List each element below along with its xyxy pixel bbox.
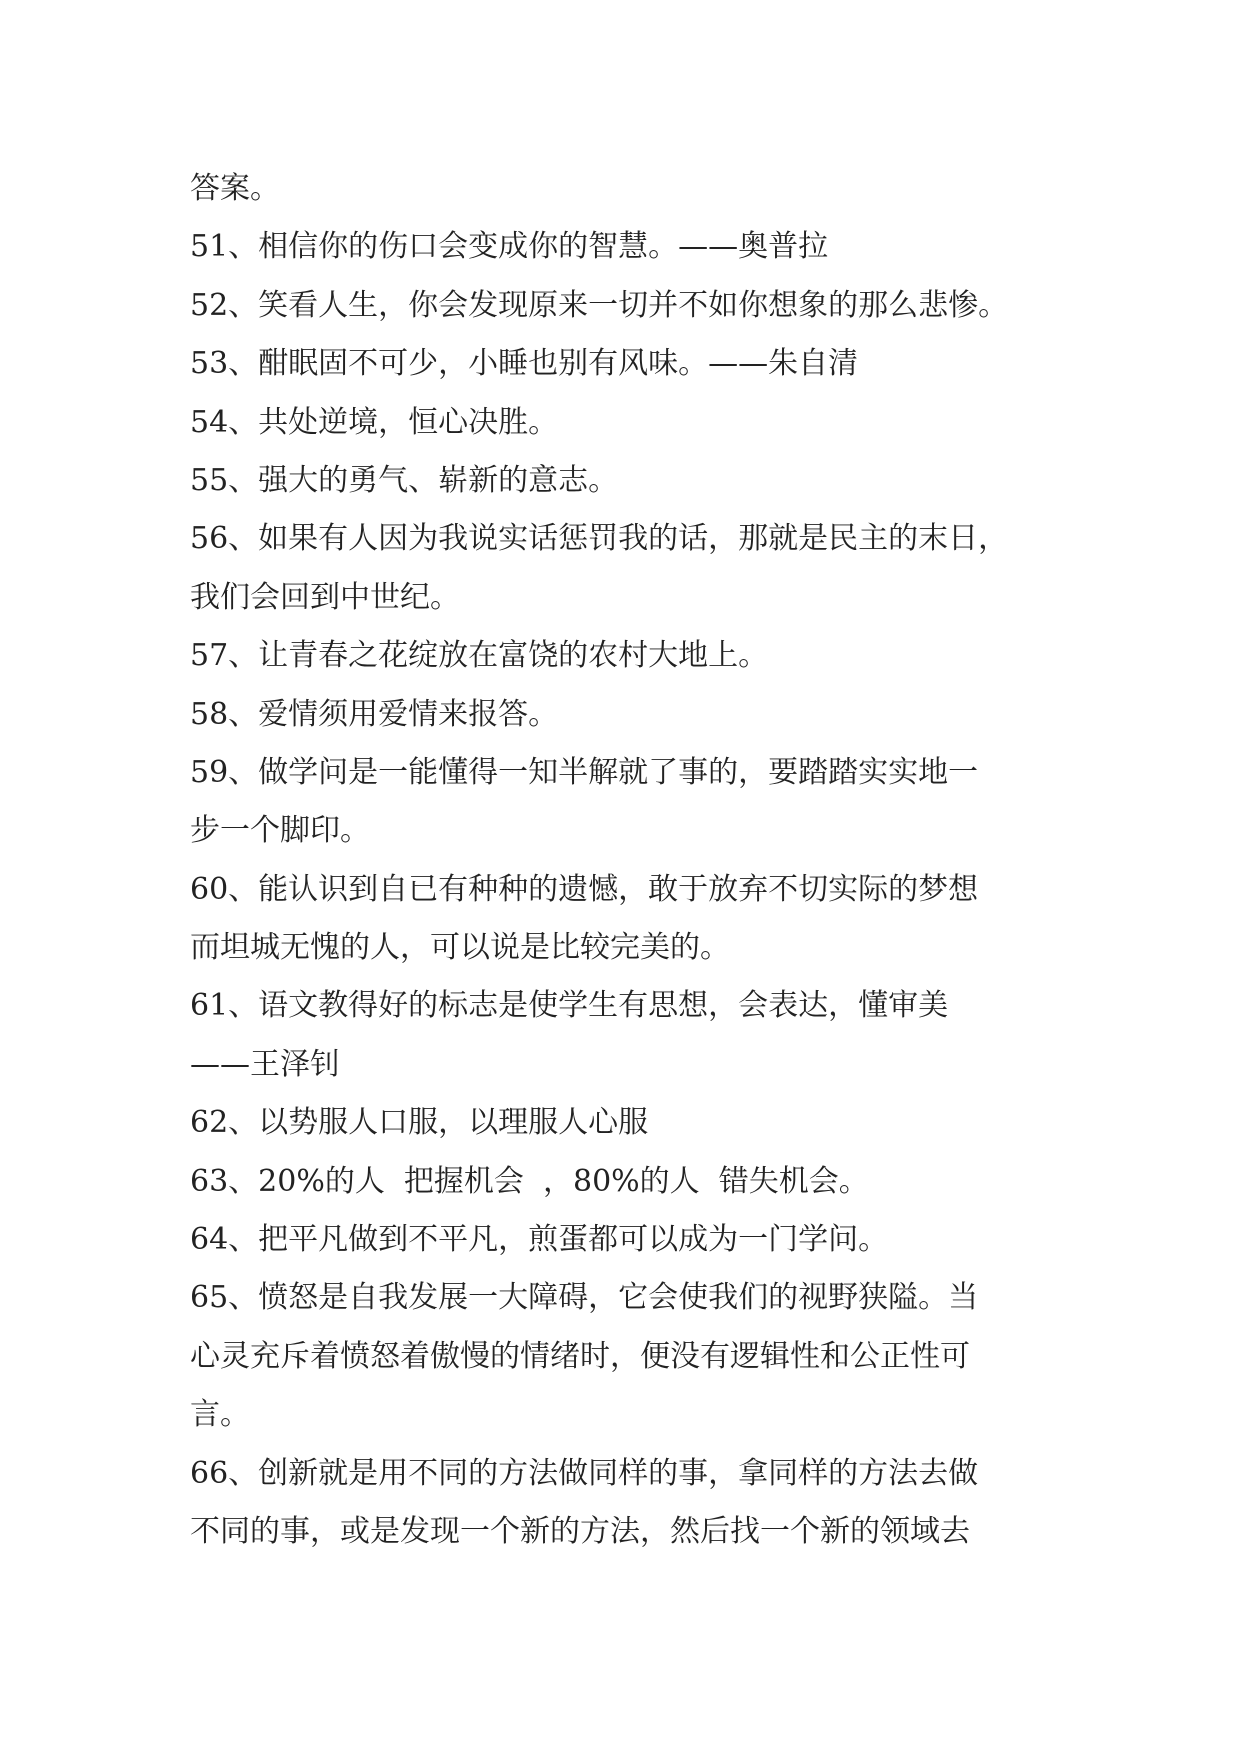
text-line: 言。 <box>190 1397 250 1433</box>
text-line: 52、笑看人生，你会发现原来一切并不如你想象的那么悲惨。 <box>190 287 1009 323</box>
text-line: 55、强大的勇气、崭新的意志。 <box>190 462 619 498</box>
text-line: 60、能认识到自已有种种的遗憾，敢于放弃不切实际的梦想 <box>190 871 979 907</box>
text-line: 59、做学问是一能懂得一知半解就了事的，要踏踏实实地一 <box>190 754 979 790</box>
text-line: 64、把平凡做到不平凡，煎蛋都可以成为一门学问。 <box>190 1222 889 1258</box>
text-line: 心灵充斥着愤怒着傲慢的情绪时，便没有逻辑性和公正性可 <box>190 1338 970 1374</box>
text-line: 51、相信你的伤口会变成你的智慧。——奥普拉 <box>190 229 829 265</box>
text-line: 而坦城无愧的人，可以说是比较完美的。 <box>190 930 730 966</box>
text-line: 58、爱情须用爱情来报答。 <box>190 696 559 732</box>
text-line: 53、酣眠固不可少，小睡也别有风味。——朱自清 <box>190 346 859 382</box>
text-line: 57、让青春之花绽放在富饶的农村大地上。 <box>190 638 769 674</box>
text-line: 63、20%的人 把握机会 ，80%的人 错失机会。 <box>190 1163 869 1199</box>
text-line: 65、愤怒是自我发展一大障碍，它会使我们的视野狭隘。当 <box>190 1280 979 1316</box>
document-body <box>190 160 1060 1561</box>
text-line: 61、语文教得好的标志是使学生有思想，会表达，懂审美 <box>190 988 949 1024</box>
text-line: 答案。 <box>190 171 280 206</box>
text-line: 56、如果有人因为我说实话惩罚我的话，那就是民主的末日， <box>190 521 1009 557</box>
text-line: 54、共处逆境，恒心决胜。 <box>190 404 559 440</box>
text-line: 我们会回到中世纪。 <box>190 579 460 615</box>
text-line: 62、以势服人口服，以理服人心服 <box>190 1105 649 1141</box>
text-line: 不同的事，或是发现一个新的方法，然后找一个新的领域去 <box>190 1513 970 1549</box>
text-line: ——王泽钊 <box>190 1046 340 1082</box>
text-line: 66、创新就是用不同的方法做同样的事，拿同样的方法去做 <box>190 1455 979 1491</box>
text-line: 步一个脚印。 <box>190 813 370 849</box>
